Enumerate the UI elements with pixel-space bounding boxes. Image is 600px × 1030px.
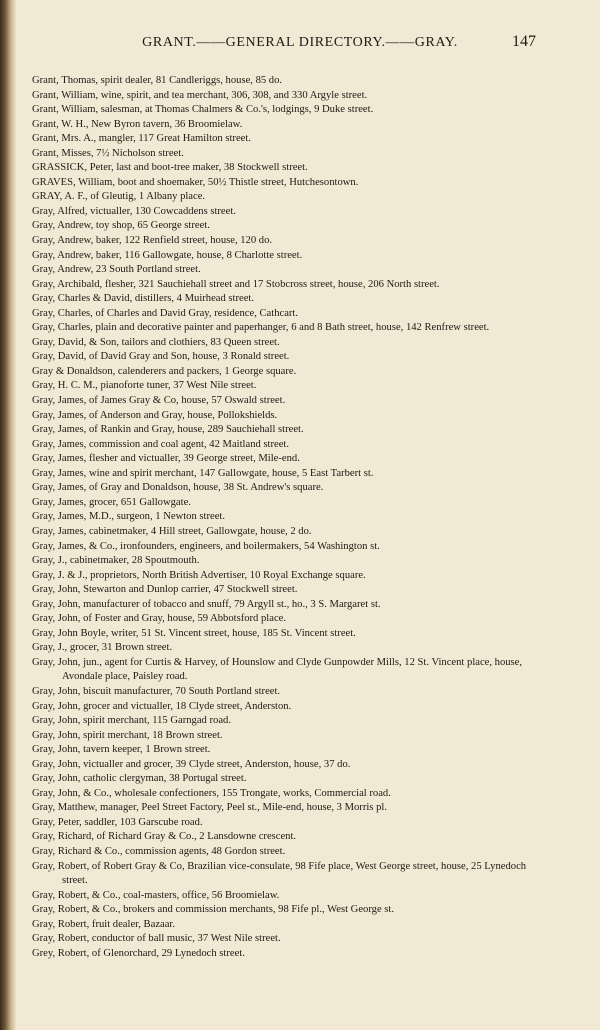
directory-entry: Gray, John, manufacturer of tobacco and snuff, 79 Argyll st., ho., 3 S. Margaret st. <box>32 598 381 610</box>
directory-entry: Gray, John, biscuit manufacturer, 70 South Portland street. <box>32 685 281 697</box>
directory-entry: Grant, Thomas, spirit dealer, 81 Candleriggs, house, 85 do. <box>32 75 283 86</box>
directory-entry: Gray, Archibald, flesher, 321 Sauchiehall street and 17 Stobcross street, house, 206 North street. <box>32 278 440 290</box>
directory-entry: Gray, James, flesher and victualler, 39 George street, Mile-end. <box>32 453 300 465</box>
directory-entry: Gray, John, Stewarton and Dunlop carrier, 47 Stockwell street. <box>32 584 298 596</box>
directory-entry: Grant, Misses, 7½ Nicholson street. <box>32 147 184 159</box>
directory-entry: Gray, Andrew, 23 South Portland street. <box>32 264 201 276</box>
directory-entry: GRAY, A. F., of Gleutig, 1 Albany place. <box>32 191 206 203</box>
directory-entry: Gray, J., cabinetmaker, 28 Spoutmouth. <box>32 555 200 567</box>
directory-entry: Gray, James, of Anderson and Gray, house, Pollokshields. <box>32 409 278 421</box>
directory-entry: Gray, J. & J., proprietors, North British Advertiser, 10 Royal Exchange square. <box>32 569 366 581</box>
directory-entry: Gray, Andrew, toy shop, 65 George street. <box>32 220 210 232</box>
directory-entry: Gray, J., grocer, 31 Brown street. <box>32 642 173 654</box>
directory-entry: Gray, Robert, & Co., brokers and commission merchants, 98 Fife pl., West George st. <box>32 904 395 916</box>
directory-entry: Grant, W. H., New Byron tavern, 36 Broomielaw. <box>32 118 243 130</box>
directory-entry: Gray, Matthew, manager, Peel Street Factory, Peel st., Mile-end, house, 3 Morris pl. <box>32 802 387 814</box>
directory-entry: Gray, James, & Co., ironfounders, engineers, and boilermakers, 54 Washington st. <box>32 540 380 552</box>
directory-entry: Gray, Robert, conductor of ball music, 37 West Nile street. <box>32 933 281 945</box>
directory-entry: Grey, Robert, of Glenorchard, 29 Lynedoch street. <box>32 947 245 959</box>
page-header <box>0 33 600 53</box>
directory-entry: Gray, Richard & Co., commission agents, 48 Gordon street. <box>32 845 286 857</box>
directory-entry: Gray, David, & Son, tailors and clothiers, 83 Queen street. <box>32 336 280 348</box>
directory-entry: Gray, John, victualler and grocer, 39 Clyde street, Anderston, house, 37 do. <box>32 758 351 770</box>
directory-entry: Gray, H. C. M., pianoforte tuner, 37 West Nile street. <box>32 380 257 392</box>
directory-entry: Gray, Robert, & Co., coal-masters, office, 56 Broomielaw. <box>32 889 280 901</box>
directory-entry: Gray, Robert, fruit dealer, Bazaar. <box>32 918 176 930</box>
directory-entry: Gray, Alfred, victualler, 130 Cowcaddens street. <box>32 205 236 217</box>
directory-entry: Gray, Andrew, baker, 116 Gallowgate, house, 8 Charlotte street. <box>32 249 303 261</box>
directory-entry: Grant, William, salesman, at Thomas Chalmers & Co.'s, lodgings, 9 Duke street. <box>32 104 374 116</box>
page-number: 147 <box>512 33 536 50</box>
directory-entry: Gray, John, jun., agent for Curtis & Harvey, of Hounslow and Clyde Gunpowder Mills, 12 St. Vincent place, house, Avondale place, Paisley road. <box>32 656 523 683</box>
directory-entries <box>32 74 552 961</box>
directory-entry: Gray, James, M.D., surgeon, 1 Newton street. <box>32 511 226 523</box>
directory-entry: Gray, John Boyle, writer, 51 St. Vincent street, house, 185 St. Vincent street. <box>32 627 356 639</box>
directory-entry: Gray, Richard, of Richard Gray & Co., 2 Lansdowne crescent. <box>32 831 297 843</box>
directory-entry: Gray, James, commission and coal agent, 42 Maitland street. <box>32 438 290 450</box>
directory-entry: Gray & Donaldson, calenderers and packers, 1 George square. <box>32 365 297 377</box>
directory-entry: Gray, John, spirit merchant, 115 Garngad road. <box>32 715 231 727</box>
directory-entry: Gray, John, catholic clergyman, 38 Portugal street. <box>32 773 247 785</box>
directory-entry: Gray, John, grocer and victualler, 18 Clyde street, Anderston. <box>32 700 292 712</box>
directory-entry: Gray, Charles & David, distillers, 4 Muirhead street. <box>32 293 255 305</box>
directory-entry: Gray, Charles, of Charles and David Gray, residence, Cathcart. <box>32 307 299 319</box>
directory-entry: Gray, James, of Rankin and Gray, house, 289 Sauchiehall street. <box>32 424 304 436</box>
directory-entry: Grant, William, wine, spirit, and tea merchant, 306, 308, and 330 Argyle street. <box>32 89 368 101</box>
directory-entry: Gray, James, of Gray and Donaldson, house, 38 St. Andrew's square. <box>32 482 324 494</box>
directory-entry: Gray, James, grocer, 651 Gallowgate. <box>32 496 191 508</box>
directory-entry: Gray, Charles, plain and decorative painter and paperhanger, 6 and 8 Bath street, house, 142 Renfrew street. <box>32 322 490 334</box>
directory-entry: Gray, John, tavern keeper, 1 Brown street. <box>32 744 211 756</box>
directory-entry: GRAVES, William, boot and shoemaker, 50½ Thistle street, Hutchesontown. <box>32 176 359 188</box>
book-binding-edge <box>0 0 16 1030</box>
directory-entry: Gray, Andrew, baker, 122 Renfield street, house, 120 do. <box>32 235 273 247</box>
directory-entry: Gray, John, spirit merchant, 18 Brown street. <box>32 729 223 741</box>
directory-entry: Gray, John, & Co., wholesale confectioners, 155 Trongate, works, Commercial road. <box>32 787 391 799</box>
directory-entry: Gray, James, cabinetmaker, 4 Hill street, Gallowgate, house, 2 do. <box>32 525 312 537</box>
running-title: GRANT.——GENERAL DIRECTORY.——GRAY. <box>142 35 458 50</box>
directory-entry: Gray, John, of Foster and Gray, house, 59 Abbotsford place. <box>32 613 287 625</box>
directory-entry: Gray, James, wine and spirit merchant, 147 Gallowgate, house, 5 East Tarbert st. <box>32 467 374 479</box>
directory-entry: Gray, David, of David Gray and Son, house, 3 Ronald street. <box>32 351 290 363</box>
directory-entry: Grant, Mrs. A., mangler, 117 Great Hamilton street. <box>32 133 251 145</box>
directory-entry: Gray, Peter, saddler, 103 Garscube road. <box>32 816 203 828</box>
directory-entry: GRASSICK, Peter, last and boot-tree maker, 38 Stockwell street. <box>32 162 308 174</box>
directory-entry: Gray, Robert, of Robert Gray & Co, Brazilian vice-consulate, 98 Fife place, West George street, house, 25 Lynedoch street. <box>32 860 527 887</box>
directory-entry: Gray, James, of James Gray & Co, house, 57 Oswald street. <box>32 395 286 407</box>
